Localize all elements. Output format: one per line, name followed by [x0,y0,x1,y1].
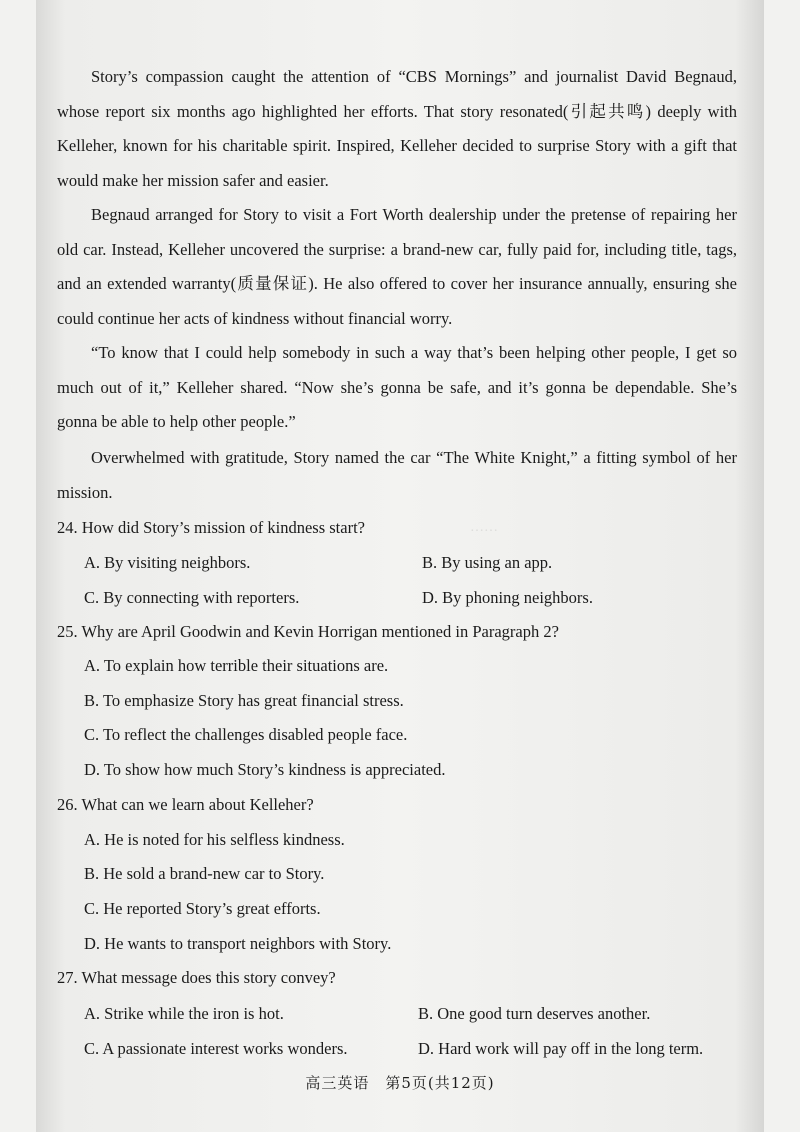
q24-option-a: A. By visiting neighbors. [84,553,251,572]
paragraph-2 [57,198,737,336]
q25-option-b: B. To emphasize Story has great financial stress. [84,691,404,710]
q27-option-a: A. Strike while the iron is hot. [84,1004,284,1023]
q27-option-b: B. One good turn deserves another. [418,1004,651,1023]
paragraph-3-text: “To know that I could help somebody in such a way that’s been helping other people, I get so much out of it,” Kelleher shared. “Now she’s gonna be safe, and it’s gonna be dependable. She’s gonna be able to help other people.” [57,343,737,431]
question-27: 27. What message does this story convey? [57,968,336,987]
paragraph-1 [57,60,737,198]
paragraph-2-text: Begnaud arranged for Story to visit a Fort Worth dealership under the pretense of repairing her old car. Instead, Kelleher uncovered the surprise: a brand-new car, fully paid for, including title, tags, and an extended warranty(质量保证). He also offered to cover her insurance annually, ensuring she could continue her acts of kindness without financial worry. [57,205,737,328]
bleed-through: …… [470,520,498,535]
q26-option-c: C. He reported Story’s great efforts. [84,899,321,918]
q26-option-b: B. He sold a brand-new car to Story. [84,864,325,883]
paragraph-3 [57,336,737,440]
q25-option-a: A. To explain how terrible their situations are. [84,656,389,675]
question-25: 25. Why are April Goodwin and Kevin Horrigan mentioned in Paragraph 2? [57,622,559,641]
q24-option-c: C. By connecting with reporters. [84,588,300,607]
q27-option-d: D. Hard work will pay off in the long term. [418,1039,704,1058]
question-24: 24. How did Story’s mission of kindness start? [57,518,365,537]
q24-option-b: B. By using an app. [422,553,553,572]
paragraph-4 [57,441,737,510]
page-footer: 高三英语 第5页(共12页) [305,1074,495,1092]
question-26: 26. What can we learn about Kelleher? [57,795,314,814]
q26-option-d: D. He wants to transport neighbors with Story. [84,934,392,953]
paragraph-4-text: Overwhelmed with gratitude, Story named the car “The White Knight,” a fitting symbol of her mission. [57,448,737,502]
q26-option-a: A. He is noted for his selfless kindness. [84,830,345,849]
paragraph-1-text: Story’s compassion caught the attention of “CBS Mornings” and journalist David Begnaud, whose report six months ago highlighted her efforts. That story resonated(引起共鸣) deeply with Kelleher, known for his charitable spirit. Inspired, Kelleher decided to surprise Story with a gift that would make her mission safer and easier. [57,67,737,190]
q24-option-d: D. By phoning neighbors. [422,588,593,607]
q25-option-d: D. To show how much Story’s kindness is appreciated. [84,760,446,779]
q25-option-c: C. To reflect the challenges disabled people face. [84,725,408,744]
q27-option-c: C. A passionate interest works wonders. [84,1039,348,1058]
